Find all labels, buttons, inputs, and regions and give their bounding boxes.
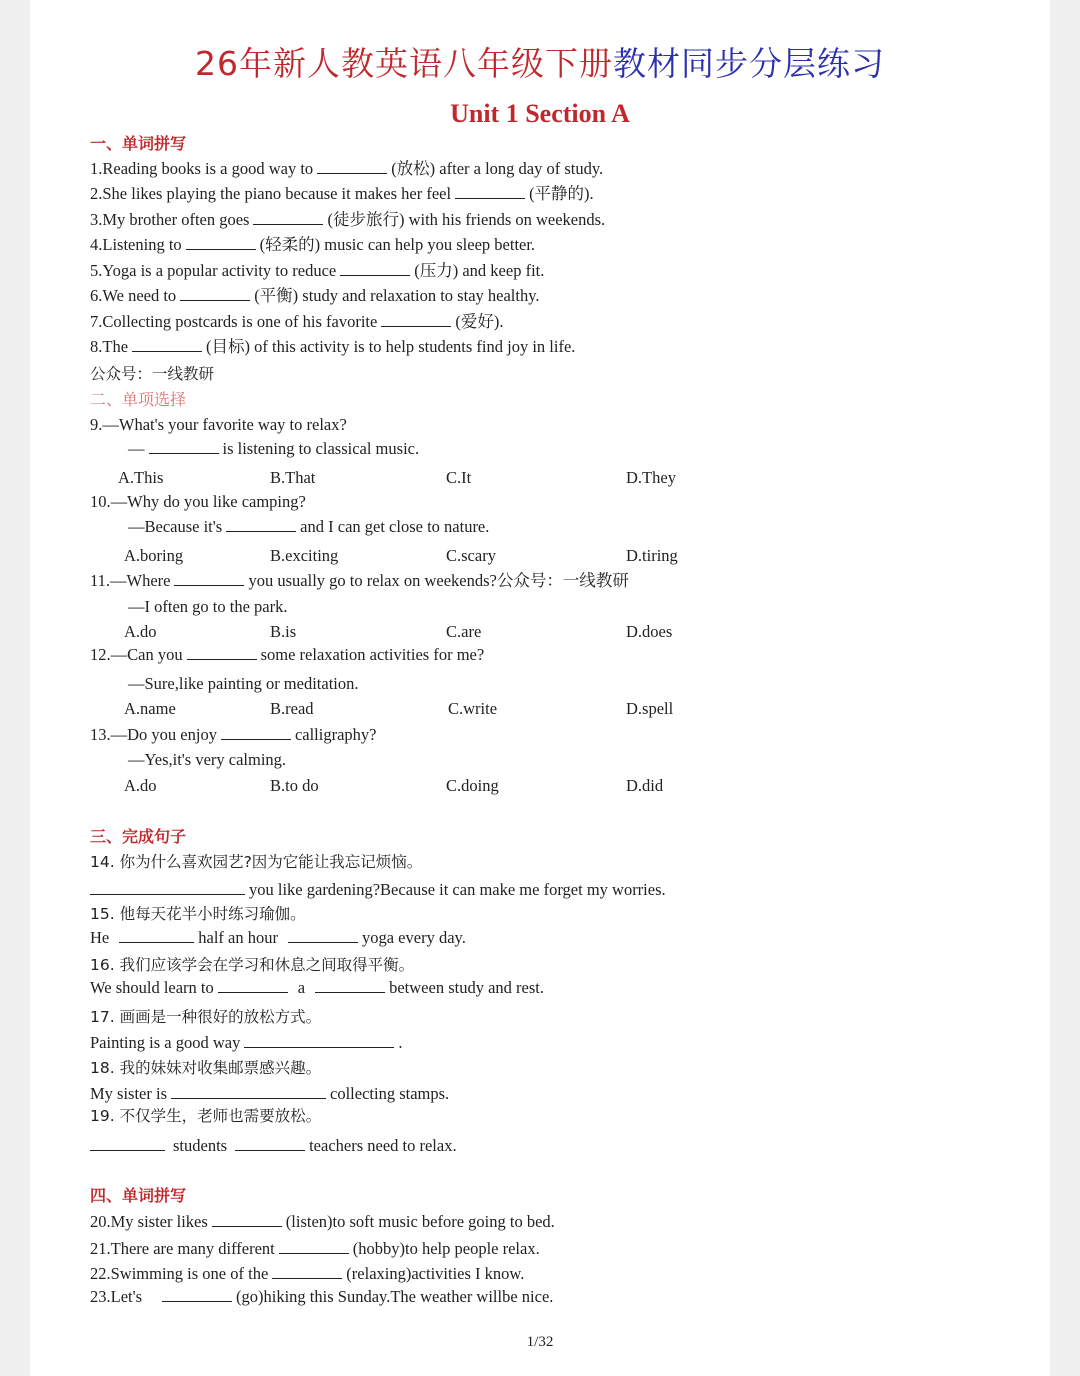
answer-line: My sister is collecting stamps. bbox=[90, 1084, 450, 1103]
option-d: D.tiring bbox=[626, 546, 678, 565]
answer-line: —I often go to the park. bbox=[128, 597, 288, 616]
title-blue: 教材同步分层练习 bbox=[613, 44, 885, 83]
option-a: A.name bbox=[124, 699, 176, 718]
option-d: D.does bbox=[626, 622, 673, 641]
exercise-item: 22.Swimming is one of the (relaxing)activities I know. bbox=[90, 1264, 525, 1283]
page-number: 1/32 bbox=[526, 1334, 554, 1350]
answer-line: you like gardening?Because it can make me forget my worries. bbox=[90, 880, 666, 900]
option-c: C.scary bbox=[446, 546, 496, 565]
option-b: B.That bbox=[270, 468, 316, 487]
option-b: B.to do bbox=[270, 776, 319, 795]
exercise-item: 20.My sister likes (listen)to soft music before going to bed. bbox=[90, 1212, 555, 1231]
exercise-item: 8.The (目标) of this activity is to help students find joy in life. bbox=[90, 337, 576, 356]
option-d: D.did bbox=[626, 776, 664, 795]
title-red: 26年新人教英语八年级下册 bbox=[195, 44, 613, 83]
right-margin bbox=[1050, 0, 1080, 1376]
chinese-prompt: 17. 画画是一种很好的放松方式。 bbox=[90, 1008, 322, 1026]
left-margin bbox=[0, 0, 30, 1376]
chinese-prompt: 14. 你为什么喜欢园艺?因为它能让我忘记烦恼。 bbox=[90, 853, 423, 871]
option-d: D.They bbox=[626, 468, 676, 487]
exercise-item: 1.Reading books is a good way to (放松) after a long day of study. bbox=[90, 159, 604, 178]
question-10: 10.—Why do you like camping? bbox=[90, 492, 306, 511]
exercise-item: 23.Let's (go)hiking this Sunday.The weather willbe nice. bbox=[90, 1287, 554, 1306]
option-c: C.are bbox=[446, 622, 482, 641]
answer-line: students teachers need to relax. bbox=[90, 1136, 457, 1156]
question-12: 12.—Can you some relaxation activities for me? bbox=[90, 645, 485, 664]
unit-heading: Unit 1 Section A bbox=[450, 99, 630, 128]
exercise-item: 6.We need to (平衡) study and relaxation to stay healthy. bbox=[90, 286, 540, 305]
answer-line: —Yes,it's very calming. bbox=[128, 750, 287, 769]
exercise-item: 21.There are many different (hobby)to help people relax. bbox=[90, 1239, 540, 1258]
chinese-prompt: 19. 不仅学生，老师也需要放松。 bbox=[90, 1107, 322, 1125]
exercise-item: 5.Yoga is a popular activity to reduce (压力) and keep fit. bbox=[90, 261, 545, 280]
section-heading-3: 三、完成句子 bbox=[90, 827, 187, 846]
answer-line: He half an hour yoga every day. bbox=[90, 928, 466, 947]
chinese-prompt: 16. 我们应该学会在学习和休息之间取得平衡。 bbox=[90, 956, 415, 974]
wechat-note: 公众号：一线教研 bbox=[90, 365, 215, 383]
option-b: B.exciting bbox=[270, 546, 339, 565]
option-b: B.is bbox=[270, 622, 297, 641]
option-a: A.boring bbox=[124, 546, 184, 565]
option-a: A.do bbox=[124, 622, 157, 641]
chinese-prompt: 15. 他每天花半小时练习瑜伽。 bbox=[90, 905, 306, 923]
option-b: B.read bbox=[270, 699, 314, 718]
answer-line: We should learn to a between study and rest. bbox=[90, 978, 544, 997]
section-heading-2: 二、单项选择 bbox=[90, 390, 187, 409]
option-a: A.This bbox=[118, 468, 164, 487]
option-c: C.It bbox=[446, 468, 472, 487]
answer-line: — is listening to classical music. bbox=[128, 439, 420, 458]
section-heading-1: 一、单词拼写 bbox=[90, 134, 187, 153]
option-d: D.spell bbox=[626, 699, 674, 718]
answer-line: —Sure,like painting or meditation. bbox=[128, 674, 359, 693]
exercise-item: 4.Listening to (轻柔的) music can help you sleep better. bbox=[90, 235, 536, 254]
section-heading-4: 四、单词拼写 bbox=[90, 1186, 187, 1205]
option-c: C.doing bbox=[446, 776, 499, 795]
exercise-item: 2.She likes playing the piano because it makes her feel (平静的). bbox=[90, 184, 594, 203]
question-9: 9.—What's your favorite way to relax? bbox=[90, 415, 347, 434]
document-title bbox=[0, 38, 1080, 85]
option-c: C.write bbox=[448, 699, 498, 718]
question-13: 13.—Do you enjoy calligraphy? bbox=[90, 725, 377, 744]
answer-line: —Because it's and I can get close to nature. bbox=[128, 517, 490, 536]
answer-line: Painting is a good way . bbox=[90, 1033, 403, 1052]
exercise-item: 3.My brother often goes (徒步旅行) with his friends on weekends. bbox=[90, 210, 606, 229]
option-a: A.do bbox=[124, 776, 157, 795]
chinese-prompt: 18. 我的妹妹对收集邮票感兴趣。 bbox=[90, 1059, 322, 1077]
question-11: 11.—Where you usually go to relax on weekends?公众号：一线教研 bbox=[90, 571, 629, 590]
exercise-item: 7.Collecting postcards is one of his favorite (爱好). bbox=[90, 312, 504, 331]
